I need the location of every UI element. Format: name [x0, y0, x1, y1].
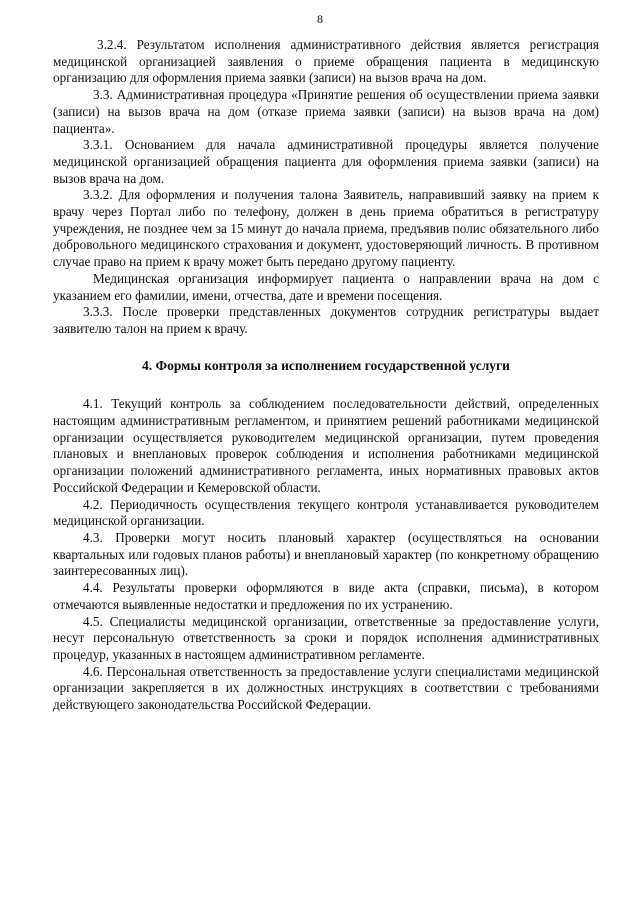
paragraph-4-4: 4.4. Результаты проверки оформляются в виде акта (справки, письма), в котором отмечаются выявленные недостатки и предложения по их устранению. [53, 580, 599, 612]
paragraph-3-3: 3.3. Административная процедура «Принятие решения об осуществлении приема заявки (записи) на вызов врача на дом (отказе приема заявки (записи) на вызов врача на дом) пациента». [53, 87, 599, 136]
paragraph-4-2: 4.2. Периодичность осуществления текущего контроля устанавливается руководителем медицинской организации. [53, 496, 599, 529]
paragraph-4-5: 4.5. Специалисты медицинской организации, ответственные за предоставление услуги, несут персональную ответственность за сроки и порядок исполнения административных процедур, указанных в настоящем административном регламенте. [53, 613, 599, 662]
paragraph-3-3-1: 3.3.1. Основанием для начала административной процедуры является получение медицинской организацией обращения пациента для оформления приема заявки (записи) на вызов врача на дом. [53, 137, 599, 186]
page-number: 8 [317, 12, 323, 26]
document-body [53, 37, 599, 714]
section-heading: 4. Формы контроля за исполнением государственной услуги [142, 357, 510, 373]
paragraph-4-6: 4.6. Персональная ответственность за предоставление услуги специалистами медицинской организации закрепляется в их должностных инструкциях в соответствии с требованиями действующего законодательства Российской Федерации. [53, 663, 599, 713]
paragraph-3-2-4: 3.2.4. Результатом исполнения административного действия является регистрация медицинской организацией заявления о приеме обращения пациента в медицинскую организацию для оформления приема заявки (записи) на вызов врача на дом. [53, 37, 599, 86]
paragraph-3-3-3: 3.3.3. После проверки представленных документов сотрудник регистратуры выдает заявителю талон на прием к врачу. [53, 304, 599, 336]
paragraph-3-3-2: 3.3.2. Для оформления и получения талона Заявитель, направивший заявку на прием к врачу через Портал либо по телефону, должен в день приема обратиться в регистратуру учреждения, не позднее чем за 15 минут до начала приема, предъявив полис обязательного либо добровольного медицинского страхования и документ, удостоверяющий личность. В противном случае право на прием к врачу может быть передано другому пациенту. [53, 187, 599, 270]
paragraph-4-3: 4.3. Проверки могут носить плановый характер (осуществляться на основании квартальных или годовых планов работы) и внеплановый характер (по конкретному обращению заинтересованных лиц). [53, 529, 599, 579]
paragraph-notification: Медицинская организация информирует пациента о направлении врача на дом с указанием его фамилии, имени, отчества, дате и времени посещения. [53, 270, 599, 303]
paragraph-4-1: 4.1. Текущий контроль за соблюдением последовательности действий, определенных настоящим административным регламентом, и принятием решений работниками медицинской организации осуществляется руководителем медицинской организации, путем проведения плановых и внеплановых проверок соблюдения и исполнения работниками медицинской организации положений административного регламента, иных нормативных правовых актов Российской Федерации и Кемеровской области. [53, 396, 599, 495]
